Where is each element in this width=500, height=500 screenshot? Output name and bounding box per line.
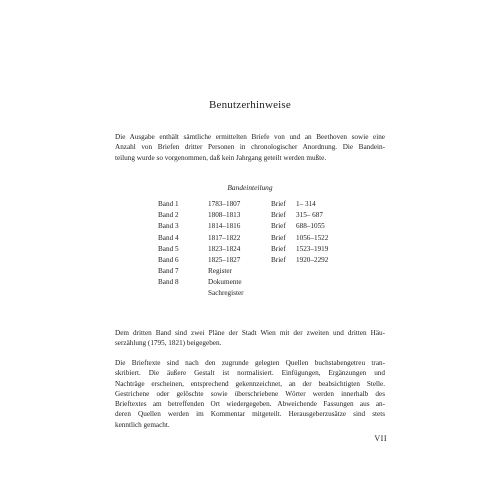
text-line: Brieftextes am betreffenden Ort wiedergegeben. Abweichende Fassungen aus an- — [115, 400, 385, 409]
brief-cell: Brief — [271, 211, 286, 220]
letters-cell: 1– 314 — [296, 200, 316, 208]
letters-cell: 1056–1522 — [296, 233, 329, 242]
range-cell: 1808–1813 — [208, 211, 241, 220]
range-cell: 1817–1822 — [208, 233, 241, 242]
range-cell: 1783–1807 — [208, 200, 241, 208]
plans-paragraph — [115, 328, 385, 349]
text-line: Nachträge erscheinen, entsprechend gekennzeichnet, an der beabsichtigten Stelle. — [115, 379, 385, 388]
brief-cell: Brief — [271, 200, 286, 208]
brief-cell: Brief — [271, 222, 286, 231]
range-cell — [208, 277, 244, 298]
table-row — [158, 255, 358, 266]
page-heading: Benutzerhinweise — [208, 99, 291, 111]
text-line: serzählung (1795, 1821) beigegeben. — [115, 339, 222, 348]
text-line: Gestrichene oder gelöschte sowie überschriebene Wörter werden innerhalb des — [115, 389, 385, 398]
band-cell: Band 3 — [158, 222, 179, 231]
letters-cell: 688–1055 — [296, 222, 325, 231]
text-line: kenntlich gemacht. — [115, 420, 170, 429]
range-cell-line: Dokumente — [208, 278, 242, 287]
text-line: deren Quellen werden im Kommentar mitgeteilt. Herausgeberzusätze sind stets — [115, 410, 385, 419]
range-cell-line: Sachregister — [208, 288, 244, 297]
text-line: teilung wurde so vorgenommen, daß kein Jahrgang geteilt werden mußte. — [115, 153, 327, 162]
table-row — [158, 210, 358, 221]
table-row — [158, 221, 358, 232]
text-line: Die Brieftexte sind nach den zugrunde gelegten Quellen buchstabengetreu tran- — [115, 359, 385, 367]
table-row — [158, 277, 358, 299]
volume-table — [158, 199, 358, 299]
text-line: Anzahl von Briefen dritter Personen in chronologischer Anordnung. Die Bandein- — [115, 143, 385, 152]
range-cell: 1814–1816 — [208, 222, 241, 231]
brief-cell: Brief — [271, 244, 286, 253]
table-row — [158, 244, 358, 255]
range-cell: 1825–1827 — [208, 255, 241, 264]
page-number: VII — [374, 434, 387, 443]
letters-cell: 1920–2292 — [296, 255, 329, 264]
table-title: Bandeinteilung — [227, 183, 273, 192]
range-cell: Register — [208, 267, 232, 276]
intro-paragraph — [115, 132, 385, 163]
text-line: skribiert. Die äußere Gestalt ist normalisiert. Einfügungen, Ergänzungen und — [115, 369, 385, 378]
letters-cell: 1523–1919 — [296, 244, 329, 253]
text-line: Dem dritten Band sind zwei Pläne der Stadt Wien mit der zweiten und dritten Häu- — [115, 329, 385, 337]
brief-cell: Brief — [271, 233, 286, 242]
texts-paragraph — [115, 358, 385, 430]
band-cell: Band 8 — [158, 278, 179, 287]
table-row — [158, 233, 358, 244]
band-cell: Band 5 — [158, 244, 179, 253]
band-cell: Band 2 — [158, 211, 179, 220]
text-line: Die Ausgabe enthält sämtliche ermittelten Briefe von und an Beethoven sowie eine — [115, 133, 385, 141]
band-cell: Band 7 — [158, 267, 179, 276]
brief-cell: Brief — [271, 255, 286, 264]
range-cell: 1823–1824 — [208, 244, 241, 253]
table-row — [158, 199, 358, 210]
band-cell: Band 1 — [158, 200, 179, 208]
table-row — [158, 266, 358, 277]
band-cell: Band 6 — [158, 255, 179, 264]
band-cell: Band 4 — [158, 233, 179, 242]
letters-cell: 315– 687 — [296, 211, 323, 220]
